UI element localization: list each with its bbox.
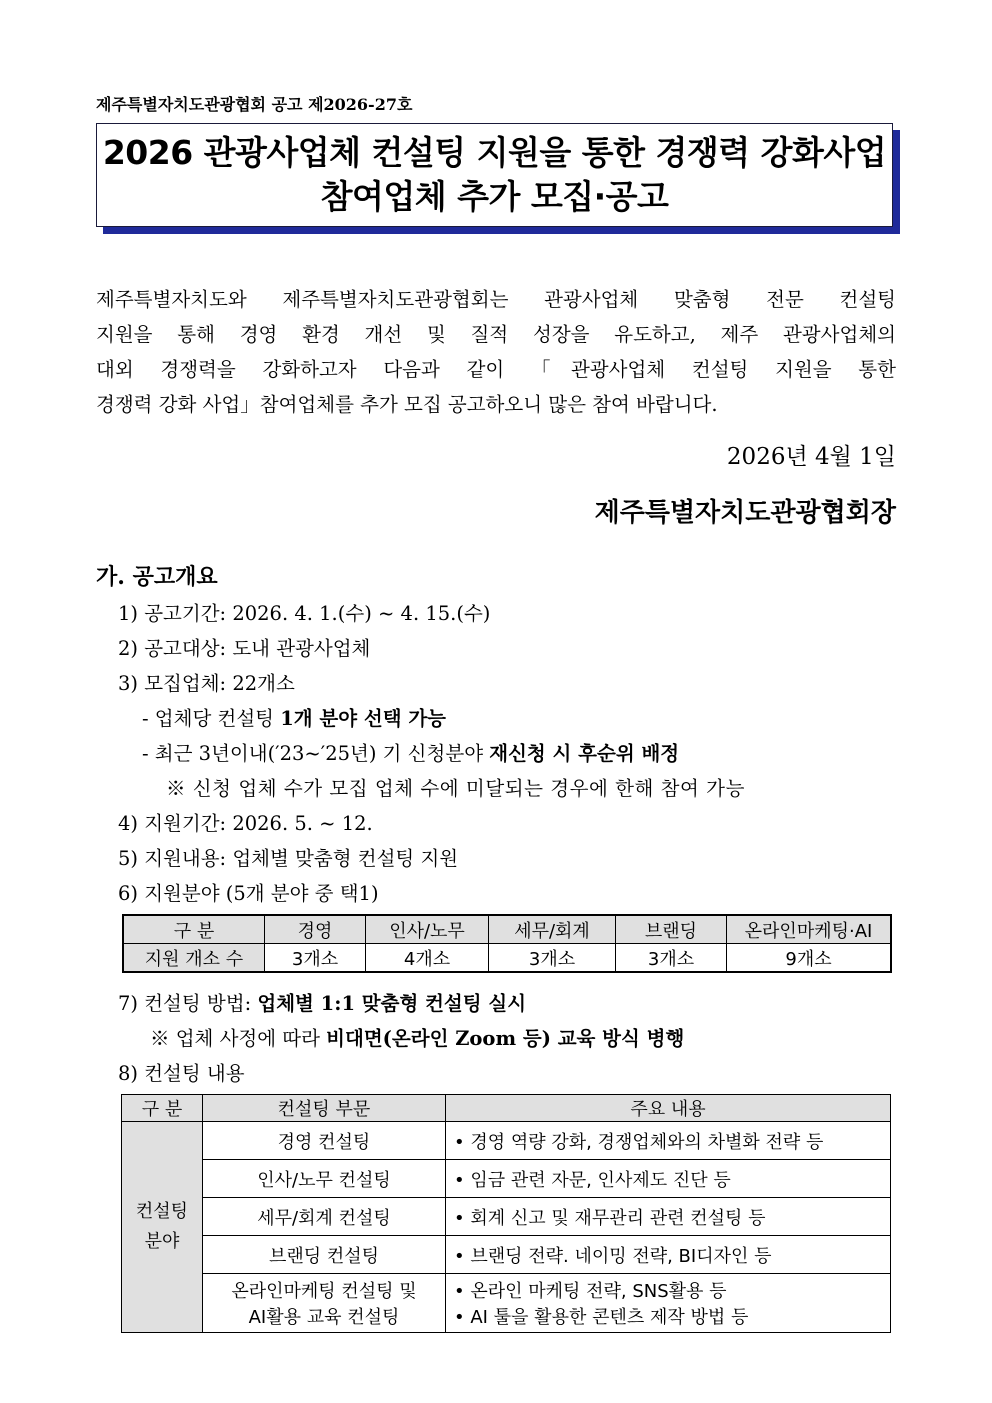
method-note-text: ※ 업체 사정에 따라 bbox=[150, 1027, 327, 1050]
item-support-field: 6) 지원분야 (5개 분야 중 택1) bbox=[118, 882, 379, 905]
consulting-content-table bbox=[121, 1094, 891, 1333]
desc-cell: • 브랜딩 전략. 네이밍 전략, BI디자인 등 bbox=[446, 1236, 891, 1274]
intro-paragraph bbox=[96, 282, 896, 422]
table-header-cell: 구 분 bbox=[122, 1095, 203, 1122]
table-cell: 3개소 bbox=[616, 944, 727, 973]
intro-line: 제주특별자치도와 제주특별자치도관광협회는 관광사업체 맞춤형 전문 컨설팅 bbox=[96, 288, 896, 311]
item-method-note bbox=[150, 1023, 684, 1051]
table-cell: 3개소 bbox=[265, 944, 366, 973]
table-header-row bbox=[123, 915, 891, 944]
intro-line: 경쟁력 강화 사업」참여업체를 추가 모집 공고하오니 많은 참여 바랍니다. bbox=[96, 393, 718, 416]
issuer-name: 제주특별자치도관광협회장 bbox=[594, 498, 896, 528]
part-cell: 인사/노무 컨설팅 bbox=[203, 1160, 446, 1198]
table-header-cell: 주요 내용 bbox=[446, 1095, 891, 1122]
table-row bbox=[122, 1160, 891, 1198]
intro-line: 대외 경쟁력을 강화하고자 다음과 같이 「관광사업체 컨설팅 지원을 통한 bbox=[96, 358, 896, 381]
table-header-cell: 인사/노무 bbox=[366, 915, 489, 944]
item-recruit-note: ※ 신청 업체 수가 모집 업체 수에 미달되는 경우에 한해 참여 가능 bbox=[166, 777, 745, 800]
desc-line: • 온라인 마케팅 전략, SNS활용 등 bbox=[454, 1281, 727, 1302]
method-note-bold: 비대면(온라인 Zoom 등) 교육 방식 병행 bbox=[326, 1027, 685, 1050]
item-content: 8) 컨설팅 내용 bbox=[118, 1062, 245, 1085]
desc-line: • AI 툴을 활용한 콘텐츠 제작 방법 등 bbox=[454, 1307, 749, 1328]
part-cell: 세무/회계 컨설팅 bbox=[203, 1198, 446, 1236]
row-label: 지원 개소 수 bbox=[123, 944, 265, 973]
desc-cell bbox=[446, 1274, 891, 1333]
item-recruit: 3) 모집업체: 22개소 bbox=[118, 672, 295, 695]
method-bold: 업체별 1:1 맞춤형 컨설팅 실시 bbox=[257, 992, 527, 1015]
item-period: 1) 공고기간: 2026. 4. 1.(수) ~ 4. 15.(수) bbox=[118, 602, 491, 625]
table-cell: 9개소 bbox=[727, 944, 892, 973]
table-cell: 3개소 bbox=[489, 944, 616, 973]
sub1-bold: 1개 분야 선택 가능 bbox=[280, 707, 447, 730]
title-box bbox=[96, 123, 893, 227]
part-cell bbox=[203, 1274, 446, 1333]
sub1-text: - 업체당 컨설팅 bbox=[142, 707, 281, 730]
part-line: 온라인마케팅 컨설팅 및 bbox=[231, 1281, 417, 1302]
item-recruit-sub2 bbox=[142, 738, 679, 766]
notice-number: 제주특별자치도관광협회 공고 제2026-27호 bbox=[96, 95, 413, 114]
desc-cell: • 회계 신고 및 재무관리 관련 컨설팅 등 bbox=[446, 1198, 891, 1236]
table-row bbox=[122, 1236, 891, 1274]
title-line-2: 참여업체 추가 모집·공고 bbox=[320, 177, 669, 216]
table-cell: 4개소 bbox=[366, 944, 489, 973]
support-field-table bbox=[122, 914, 892, 973]
table-header-row bbox=[122, 1095, 891, 1122]
item-method bbox=[118, 988, 526, 1016]
item-recruit-sub1 bbox=[142, 703, 446, 731]
part-cell: 경영 컨설팅 bbox=[203, 1122, 446, 1160]
category-line: 분야 bbox=[144, 1231, 180, 1252]
title-line-1: 2026 관광사업체 컨설팅 지원을 통한 경쟁력 강화사업 bbox=[102, 133, 887, 172]
table-header-cell: 구 분 bbox=[123, 915, 265, 944]
table-header-cell: 컨설팅 부문 bbox=[203, 1095, 446, 1122]
table-row bbox=[122, 1274, 891, 1333]
table-header-cell: 브랜딩 bbox=[616, 915, 727, 944]
item-target: 2) 공고대상: 도내 관광사업체 bbox=[118, 637, 371, 660]
sub2-bold: 재신청 시 후순위 배정 bbox=[489, 742, 680, 765]
part-cell: 브랜딩 컨설팅 bbox=[203, 1236, 446, 1274]
item-support-content: 5) 지원내용: 업체별 맞춤형 컨설팅 지원 bbox=[118, 847, 459, 870]
table-header-cell: 경영 bbox=[265, 915, 366, 944]
desc-cell: • 임금 관련 자문, 인사제도 진단 등 bbox=[446, 1160, 891, 1198]
table-row bbox=[122, 1198, 891, 1236]
part-line: AI활용 교육 컨설팅 bbox=[248, 1307, 400, 1328]
desc-cell: • 경영 역량 강화, 경쟁업체와의 차별화 전략 등 bbox=[446, 1122, 891, 1160]
item-support-period: 4) 지원기간: 2026. 5. ~ 12. bbox=[118, 812, 373, 835]
method-text: 7) 컨설팅 방법: bbox=[118, 992, 258, 1015]
table-row bbox=[122, 1122, 891, 1160]
table-header-cell: 세무/회계 bbox=[489, 915, 616, 944]
category-line: 컨설팅 bbox=[135, 1201, 189, 1222]
table-row bbox=[123, 944, 891, 973]
sub2-text: - 최근 3년이내(′23~′25년) 기 신청분야 bbox=[142, 742, 490, 765]
intro-line: 지원을 통해 경영 환경 개선 및 질적 성장을 유도하고, 제주 관광사업체의 bbox=[96, 323, 896, 346]
table-header-cell: 온라인마케팅·AI bbox=[727, 915, 892, 944]
section-title: 가. 공고개요 bbox=[96, 564, 218, 590]
notice-date: 2026년 4월 1일 bbox=[726, 444, 896, 470]
category-cell bbox=[122, 1122, 203, 1333]
